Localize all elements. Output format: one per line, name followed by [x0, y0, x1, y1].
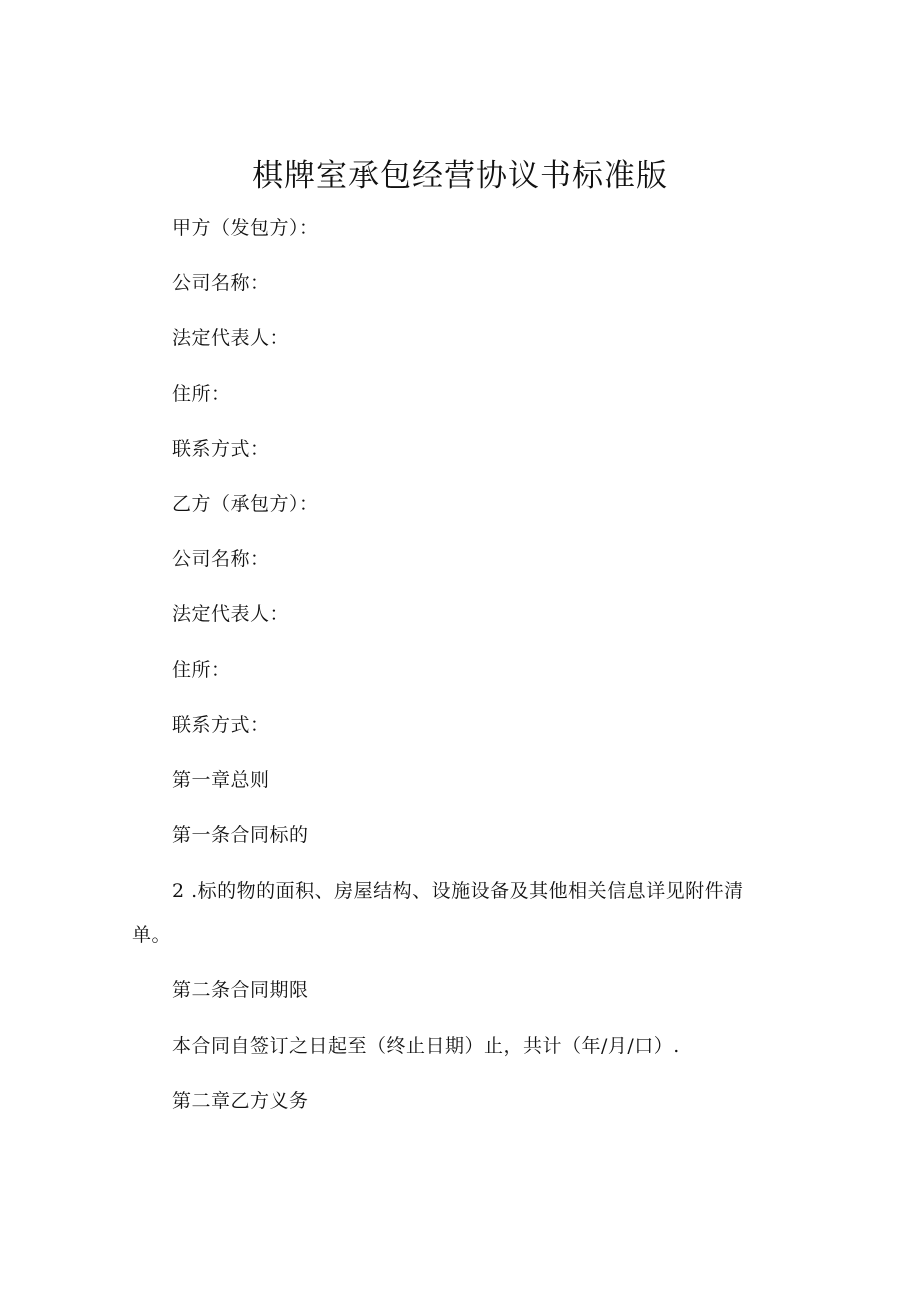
party-a-contact-label: 联系方式：	[172, 438, 270, 460]
document-title: 棋牌室承包经营协议书标准版	[252, 158, 668, 194]
article-1-item-line-2: 单。	[132, 924, 172, 946]
party-b-heading: 乙方（承包方）：	[172, 493, 319, 515]
party-a-legal-rep-label: 法定代表人：	[172, 327, 290, 349]
article-1-item-line-1: 2 .标的物的面积、房屋结构、设施设备及其他相关信息详见附件清	[172, 880, 744, 902]
party-b-address-label: 住所：	[172, 659, 231, 681]
party-b-legal-rep-label: 法定代表人：	[172, 603, 290, 625]
party-b-contact-label: 联系方式：	[172, 714, 270, 736]
article-2-text: 本合同自签订之日起至（终止日期）止，共计（年/月/口）.	[172, 1035, 680, 1057]
chapter-1-heading: 第一章总则	[172, 769, 270, 791]
party-a-heading: 甲方（发包方）：	[172, 217, 319, 239]
article-2-heading: 第二条合同期限	[172, 979, 309, 1001]
article-1-heading: 第一条合同标的	[172, 824, 309, 846]
party-a-company-label: 公司名称：	[172, 272, 270, 294]
party-a-address-label: 住所：	[172, 383, 231, 405]
party-b-company-label: 公司名称：	[172, 548, 270, 570]
chapter-2-heading: 第二章乙方义务	[172, 1090, 309, 1112]
